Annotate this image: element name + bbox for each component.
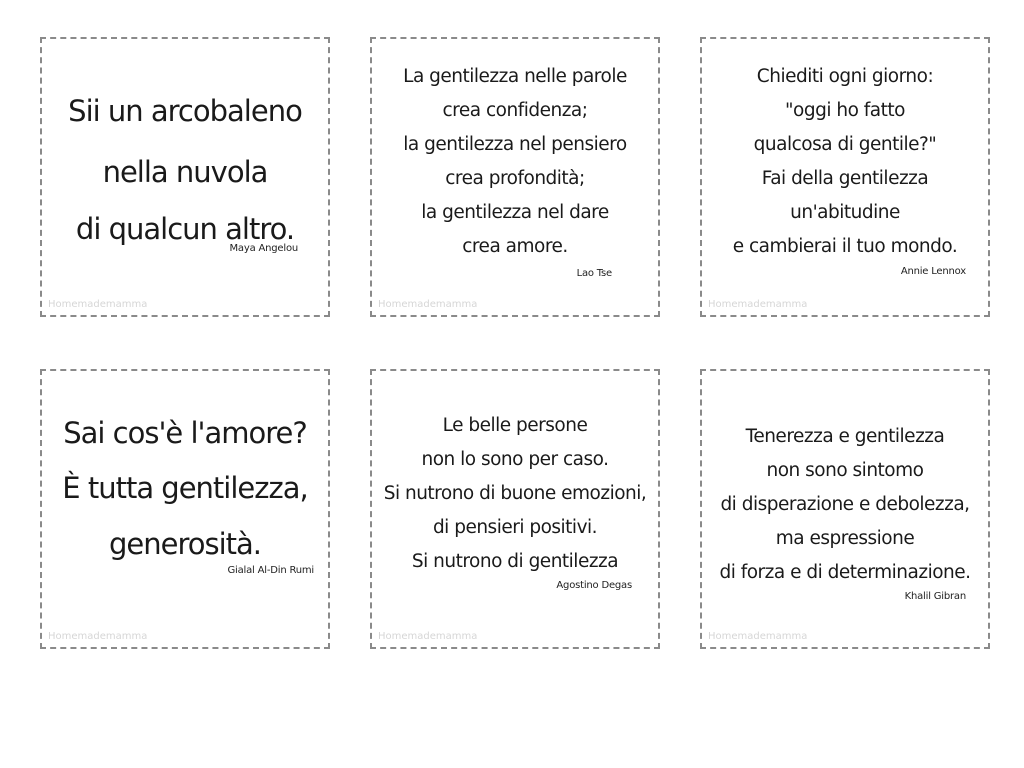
quote-line: e cambierai il tuo mondo.	[732, 236, 958, 257]
quote-line: non lo sono per caso.	[421, 449, 609, 470]
quote-line: di qualcun altro.	[75, 212, 295, 246]
quote-line: Sii un arcobaleno	[68, 94, 302, 128]
quote-line: crea profondità;	[445, 168, 585, 189]
quote-author: Khalil Gibran	[904, 591, 966, 602]
watermark: Homemademamma	[708, 631, 808, 642]
watermark: Homemademamma	[48, 631, 148, 642]
quote-line: Le belle persone	[442, 415, 588, 436]
quote-line: Chiediti ogni giorno:	[756, 66, 934, 87]
watermark: Homemademamma	[708, 299, 808, 310]
quote-line: Tenerezza e gentilezza	[745, 426, 945, 447]
watermark: Homemademamma	[48, 299, 148, 310]
quote-line: di pensieri positivi.	[432, 517, 598, 538]
quote-line: generosità.	[108, 527, 262, 561]
quote-line: Si nutrono di buone emozioni,	[383, 483, 647, 504]
quote-text	[372, 409, 658, 579]
quote-author: Maya Angelou	[229, 243, 298, 254]
quote-line: È tutta gentilezza,	[62, 471, 308, 505]
quote-card	[40, 37, 330, 317]
quote-text	[42, 81, 328, 255]
quote-text	[702, 60, 988, 264]
quote-text	[372, 60, 658, 264]
quote-line: Fai della gentilezza	[761, 168, 929, 189]
quote-line: crea confidenza;	[442, 100, 588, 121]
watermark: Homemademamma	[378, 631, 478, 642]
quote-author: Agostino Degas	[556, 580, 632, 591]
quote-line: Si nutrono di gentilezza	[411, 551, 619, 572]
quote-card	[700, 369, 990, 649]
quote-line: crea amore.	[462, 236, 568, 257]
quote-line: La gentilezza nelle parole	[403, 66, 627, 87]
quote-line: la gentilezza nel dare	[421, 202, 609, 223]
quote-line: la gentilezza nel pensiero	[403, 134, 627, 155]
quote-line: nella nuvola	[102, 155, 268, 189]
quote-line: "oggi ho fatto	[785, 100, 905, 121]
quote-text	[702, 420, 988, 590]
quote-author: Annie Lennox	[900, 266, 966, 277]
quote-card	[370, 369, 660, 649]
quote-author: Lao Tse	[576, 268, 612, 279]
watermark: Homemademamma	[378, 299, 478, 310]
quote-card	[370, 37, 660, 317]
quote-card	[700, 37, 990, 317]
quote-line: di forza e di determinazione.	[719, 562, 971, 583]
quote-author: Gialal Al-Din Rumi	[227, 565, 314, 576]
quote-line: qualcosa di gentile?"	[753, 134, 937, 155]
quote-line: non sono sintomo	[766, 460, 924, 481]
quote-line: un'abitudine	[790, 202, 900, 223]
quote-line: Sai cos'è l'amore?	[63, 416, 307, 450]
quote-card	[40, 369, 330, 649]
quote-line: di disperazione e debolezza,	[720, 494, 970, 515]
quote-text	[42, 403, 328, 574]
quote-line: ma espressione	[775, 528, 915, 549]
